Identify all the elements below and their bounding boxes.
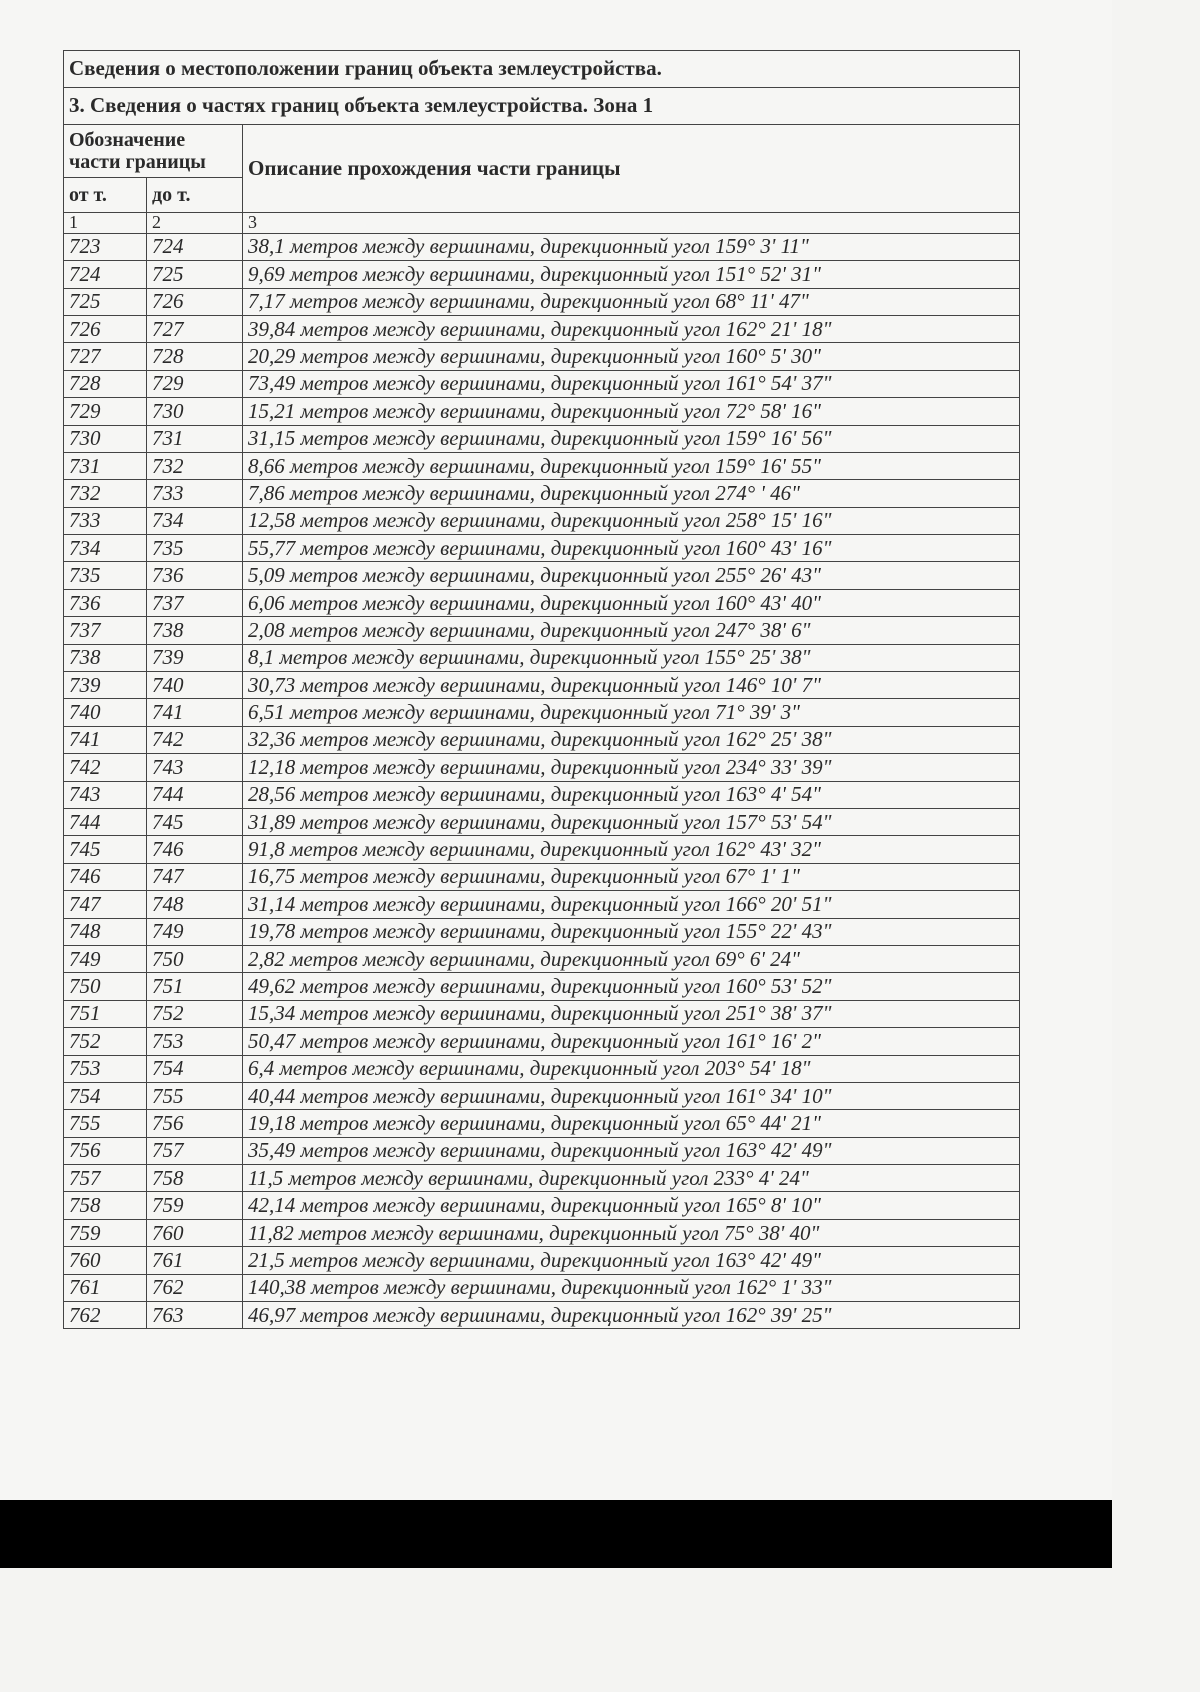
- scan-bottom-band: [0, 1500, 1112, 1568]
- to-point-cell: 731: [147, 425, 243, 452]
- to-point-cell: 727: [147, 315, 243, 342]
- from-point-cell: 735: [64, 562, 147, 589]
- description-cell: 55,77 метров между вершинами, дирекционный угол 160° 43' 16": [243, 535, 1020, 562]
- description-cell: 39,84 метров между вершинами, дирекционный угол 162° 21' 18": [243, 315, 1020, 342]
- table-row: [64, 617, 1020, 644]
- from-point-header: от т.: [64, 178, 147, 213]
- table-row: [64, 480, 1020, 507]
- to-point-cell: 724: [147, 233, 243, 260]
- from-point-cell: 730: [64, 425, 147, 452]
- from-point-cell: 746: [64, 863, 147, 890]
- from-point-cell: 741: [64, 726, 147, 753]
- from-point-cell: 739: [64, 672, 147, 699]
- description-cell: 12,18 метров между вершинами, дирекционный угол 234° 33' 39": [243, 754, 1020, 781]
- table-row: [64, 672, 1020, 699]
- description-cell: 15,21 метров между вершинами, дирекционный угол 72° 58' 16": [243, 398, 1020, 425]
- description-cell: 2,82 метров между вершинами, дирекционный угол 69° 6' 24": [243, 945, 1020, 972]
- from-point-cell: 729: [64, 398, 147, 425]
- to-point-cell: 755: [147, 1082, 243, 1109]
- table-row: [64, 452, 1020, 479]
- description-cell: 9,69 метров между вершинами, дирекционный угол 151° 52' 31": [243, 261, 1020, 288]
- from-point-cell: 743: [64, 781, 147, 808]
- designation-header: Обозначение части границы: [64, 125, 243, 178]
- description-cell: 20,29 метров между вершинами, дирекционный угол 160° 5' 30": [243, 343, 1020, 370]
- table-row: [64, 945, 1020, 972]
- table-row: [64, 398, 1020, 425]
- from-point-cell: 759: [64, 1219, 147, 1246]
- table-row: [64, 1274, 1020, 1301]
- from-point-cell: 727: [64, 343, 147, 370]
- column-number-3: 3: [243, 213, 1020, 234]
- from-point-cell: 760: [64, 1247, 147, 1274]
- to-point-cell: 757: [147, 1137, 243, 1164]
- table-row: [64, 343, 1020, 370]
- to-point-cell: 741: [147, 699, 243, 726]
- table-row: [64, 809, 1020, 836]
- description-cell: 31,89 метров между вершинами, дирекционный угол 157° 53' 54": [243, 809, 1020, 836]
- from-point-cell: 725: [64, 288, 147, 315]
- to-point-cell: 736: [147, 562, 243, 589]
- table-row: [64, 1137, 1020, 1164]
- description-cell: 73,49 метров между вершинами, дирекционный угол 161° 54' 37": [243, 370, 1020, 397]
- from-point-cell: 755: [64, 1110, 147, 1137]
- from-point-cell: 724: [64, 261, 147, 288]
- from-point-cell: 753: [64, 1055, 147, 1082]
- table-row: [64, 1110, 1020, 1137]
- description-cell: 8,66 метров между вершинами, дирекционный угол 159° 16' 55": [243, 452, 1020, 479]
- from-point-cell: 751: [64, 1000, 147, 1027]
- to-point-cell: 743: [147, 754, 243, 781]
- table-row: [64, 1000, 1020, 1027]
- from-point-cell: 761: [64, 1274, 147, 1301]
- to-point-cell: 763: [147, 1302, 243, 1329]
- table-row: [64, 699, 1020, 726]
- table-row: [64, 315, 1020, 342]
- description-cell: 12,58 метров между вершинами, дирекционный угол 258° 15' 16": [243, 507, 1020, 534]
- from-point-cell: 740: [64, 699, 147, 726]
- description-cell: 140,38 метров между вершинами, дирекционный угол 162° 1' 33": [243, 1274, 1020, 1301]
- to-point-cell: 760: [147, 1219, 243, 1246]
- from-point-cell: 726: [64, 315, 147, 342]
- table-row: [64, 1028, 1020, 1055]
- to-point-cell: 750: [147, 945, 243, 972]
- from-point-cell: 757: [64, 1165, 147, 1192]
- from-point-cell: 728: [64, 370, 147, 397]
- from-point-cell: 723: [64, 233, 147, 260]
- description-cell: 16,75 метров между вершинами, дирекционный угол 67° 1' 1": [243, 863, 1020, 890]
- to-point-cell: 726: [147, 288, 243, 315]
- description-cell: 91,8 метров между вершинами, дирекционный угол 162° 43' 32": [243, 836, 1020, 863]
- description-cell: 42,14 метров между вершинами, дирекционный угол 165° 8' 10": [243, 1192, 1020, 1219]
- table-row: [64, 425, 1020, 452]
- from-point-cell: 744: [64, 809, 147, 836]
- to-point-cell: 725: [147, 261, 243, 288]
- to-point-cell: 744: [147, 781, 243, 808]
- from-point-cell: 733: [64, 507, 147, 534]
- to-point-cell: 747: [147, 863, 243, 890]
- table-row: [64, 1055, 1020, 1082]
- to-point-cell: 737: [147, 589, 243, 616]
- table-row: [64, 754, 1020, 781]
- from-point-cell: 737: [64, 617, 147, 644]
- to-point-cell: 745: [147, 809, 243, 836]
- description-cell: 19,18 метров между вершинами, дирекционный угол 65° 44' 21": [243, 1110, 1020, 1137]
- section-title: 3. Сведения о частях границ объекта землеустройства. Зона 1: [64, 88, 1020, 125]
- description-cell: 35,49 метров между вершинами, дирекционный угол 163° 42' 49": [243, 1137, 1020, 1164]
- to-point-cell: 759: [147, 1192, 243, 1219]
- description-cell: 28,56 метров между вершинами, дирекционный угол 163° 4' 54": [243, 781, 1020, 808]
- from-point-cell: 758: [64, 1192, 147, 1219]
- description-cell: 6,4 метров между вершинами, дирекционный угол 203° 54' 18": [243, 1055, 1020, 1082]
- description-cell: 7,86 метров между вершинами, дирекционный угол 274° ' 46": [243, 480, 1020, 507]
- table-row: [64, 288, 1020, 315]
- description-cell: 19,78 метров между вершинами, дирекционный угол 155° 22' 43": [243, 918, 1020, 945]
- description-cell: 5,09 метров между вершинами, дирекционный угол 255° 26' 43": [243, 562, 1020, 589]
- table-row: [64, 891, 1020, 918]
- table-row: [64, 973, 1020, 1000]
- from-point-cell: 752: [64, 1028, 147, 1055]
- to-point-cell: 756: [147, 1110, 243, 1137]
- to-point-cell: 754: [147, 1055, 243, 1082]
- table-row: [64, 1082, 1020, 1109]
- to-point-cell: 749: [147, 918, 243, 945]
- from-point-cell: 749: [64, 945, 147, 972]
- from-point-cell: 738: [64, 644, 147, 671]
- to-point-cell: 730: [147, 398, 243, 425]
- from-point-cell: 731: [64, 452, 147, 479]
- description-cell: 40,44 метров между вершинами, дирекционный угол 161° 34' 10": [243, 1082, 1020, 1109]
- description-cell: 38,1 метров между вершинами, дирекционный угол 159° 3' 11": [243, 233, 1020, 260]
- description-cell: 7,17 метров между вершинами, дирекционный угол 68° 11' 47": [243, 288, 1020, 315]
- from-point-cell: 745: [64, 836, 147, 863]
- to-point-cell: 729: [147, 370, 243, 397]
- description-cell: 31,14 метров между вершинами, дирекционный угол 166° 20' 51": [243, 891, 1020, 918]
- table-row: [64, 836, 1020, 863]
- to-point-cell: 734: [147, 507, 243, 534]
- to-point-cell: 761: [147, 1247, 243, 1274]
- to-point-cell: 753: [147, 1028, 243, 1055]
- to-point-cell: 728: [147, 343, 243, 370]
- table-row: [64, 863, 1020, 890]
- to-point-cell: 732: [147, 452, 243, 479]
- to-point-cell: 733: [147, 480, 243, 507]
- description-cell: 32,36 метров между вершинами, дирекционный угол 162° 25' 38": [243, 726, 1020, 753]
- from-point-cell: 747: [64, 891, 147, 918]
- table-row: [64, 1165, 1020, 1192]
- from-point-cell: 750: [64, 973, 147, 1000]
- table-row: [64, 1302, 1020, 1329]
- from-point-cell: 756: [64, 1137, 147, 1164]
- description-cell: 6,06 метров между вершинами, дирекционный угол 160° 43' 40": [243, 589, 1020, 616]
- table-row: [64, 1247, 1020, 1274]
- document-title: Сведения о местоположении границ объекта землеустройства.: [64, 51, 1020, 88]
- description-cell: 2,08 метров между вершинами, дирекционный угол 247° 38' 6": [243, 617, 1020, 644]
- column-number-1: 1: [64, 213, 147, 234]
- description-cell: 15,34 метров между вершинами, дирекционный угол 251° 38' 37": [243, 1000, 1020, 1027]
- description-cell: 49,62 метров между вершинами, дирекционный угол 160° 53' 52": [243, 973, 1020, 1000]
- table-row: [64, 1192, 1020, 1219]
- from-point-cell: 754: [64, 1082, 147, 1109]
- to-point-cell: 762: [147, 1274, 243, 1301]
- description-cell: 31,15 метров между вершинами, дирекционный угол 159° 16' 56": [243, 425, 1020, 452]
- from-point-cell: 732: [64, 480, 147, 507]
- to-point-header: до т.: [147, 178, 243, 213]
- table-row: [64, 644, 1020, 671]
- table-row: [64, 562, 1020, 589]
- table-row: [64, 535, 1020, 562]
- to-point-cell: 748: [147, 891, 243, 918]
- from-point-cell: 736: [64, 589, 147, 616]
- description-cell: 50,47 метров между вершинами, дирекционный угол 161° 16' 2": [243, 1028, 1020, 1055]
- to-point-cell: 735: [147, 535, 243, 562]
- table-row: [64, 507, 1020, 534]
- table-row: [64, 1219, 1020, 1246]
- from-point-cell: 762: [64, 1302, 147, 1329]
- to-point-cell: 752: [147, 1000, 243, 1027]
- description-header: Описание прохождения части границы: [243, 125, 1020, 213]
- description-cell: 11,82 метров между вершинами, дирекционный угол 75° 38' 40": [243, 1219, 1020, 1246]
- to-point-cell: 746: [147, 836, 243, 863]
- description-cell: 11,5 метров между вершинами, дирекционный угол 233° 4' 24": [243, 1165, 1020, 1192]
- boundary-table: [63, 50, 1020, 1329]
- table-row: [64, 589, 1020, 616]
- to-point-cell: 740: [147, 672, 243, 699]
- description-cell: 21,5 метров между вершинами, дирекционный угол 163° 42' 49": [243, 1247, 1020, 1274]
- table-row: [64, 233, 1020, 260]
- to-point-cell: 751: [147, 973, 243, 1000]
- description-cell: 46,97 метров между вершинами, дирекционный угол 162° 39' 25": [243, 1302, 1020, 1329]
- description-cell: 8,1 метров между вершинами, дирекционный угол 155° 25' 38": [243, 644, 1020, 671]
- description-cell: 6,51 метров между вершинами, дирекционный угол 71° 39' 3": [243, 699, 1020, 726]
- table-row: [64, 918, 1020, 945]
- from-point-cell: 748: [64, 918, 147, 945]
- table-row: [64, 781, 1020, 808]
- table-row: [64, 261, 1020, 288]
- description-cell: 30,73 метров между вершинами, дирекционный угол 146° 10' 7": [243, 672, 1020, 699]
- to-point-cell: 738: [147, 617, 243, 644]
- from-point-cell: 742: [64, 754, 147, 781]
- column-number-2: 2: [147, 213, 243, 234]
- table-row: [64, 726, 1020, 753]
- to-point-cell: 739: [147, 644, 243, 671]
- to-point-cell: 758: [147, 1165, 243, 1192]
- from-point-cell: 734: [64, 535, 147, 562]
- to-point-cell: 742: [147, 726, 243, 753]
- table-row: [64, 370, 1020, 397]
